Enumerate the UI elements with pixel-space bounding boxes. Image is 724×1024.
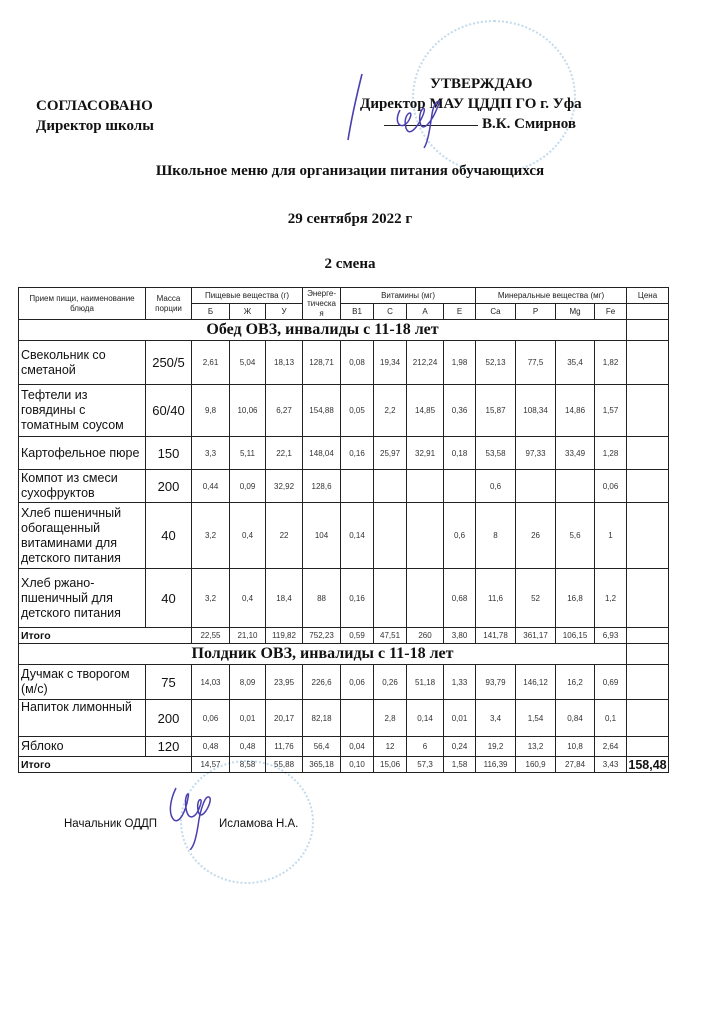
total-b: 22,55	[192, 628, 230, 644]
value-zh: 0,48	[230, 737, 266, 757]
value-ca: 8	[476, 503, 516, 569]
value-b1: 0,05	[341, 385, 374, 437]
value-ca: 19,2	[476, 737, 516, 757]
value-ca: 11,6	[476, 569, 516, 628]
value-b1	[341, 700, 374, 737]
total-a: 260	[407, 628, 444, 644]
value-zh: 0,4	[230, 503, 266, 569]
value-ca: 3,4	[476, 700, 516, 737]
menu-table	[18, 287, 669, 773]
value-fe: 0,06	[595, 470, 627, 503]
footer-name: Исламова Н.А.	[219, 818, 299, 830]
section-title: Обед ОВЗ, инвалиды с 11-18 лет	[19, 320, 627, 341]
total-row	[19, 757, 669, 773]
section-price-cell	[627, 644, 669, 665]
header-mg: Mg	[556, 304, 595, 320]
total-u: 119,82	[266, 628, 303, 644]
value-energy: 154,88	[303, 385, 341, 437]
total-label: Итого	[19, 628, 192, 644]
dish-name: Напиток лимонный	[19, 700, 146, 737]
header-energy: Энерге-тическа я	[303, 288, 341, 320]
value-mg: 14,86	[556, 385, 595, 437]
value-a: 212,24	[407, 341, 444, 385]
value-p: 26	[516, 503, 556, 569]
value-b: 3,3	[192, 437, 230, 470]
value-energy: 104	[303, 503, 341, 569]
header-a: A	[407, 304, 444, 320]
dish-mass: 75	[146, 665, 192, 700]
section-price-cell	[627, 320, 669, 341]
value-e: 0,68	[444, 569, 476, 628]
document-title: Школьное меню для организации питания обучающихся	[155, 163, 545, 179]
dish-mass: 250/5	[146, 341, 192, 385]
value-mg: 0,84	[556, 700, 595, 737]
dish-mass: 150	[146, 437, 192, 470]
total-zh: 8,58	[230, 757, 266, 773]
value-u: 6,27	[266, 385, 303, 437]
value-b1: 0,16	[341, 437, 374, 470]
value-energy: 128,6	[303, 470, 341, 503]
document-shift: 2 смена	[324, 256, 376, 272]
value-fe: 0,69	[595, 665, 627, 700]
value-b1: 0,16	[341, 569, 374, 628]
header-vitamins: Витамины (мг)	[341, 288, 476, 304]
value-a: 0,14	[407, 700, 444, 737]
dish-name: Хлеб ржано-пшеничный для детского питания	[19, 569, 146, 628]
value-fe: 1,57	[595, 385, 627, 437]
value-b: 0,48	[192, 737, 230, 757]
value-b1: 0,04	[341, 737, 374, 757]
total-mg: 106,15	[556, 628, 595, 644]
value-mg: 35,4	[556, 341, 595, 385]
header-fe: Fe	[595, 304, 627, 320]
value-b: 0,06	[192, 700, 230, 737]
value-e	[444, 470, 476, 503]
value-mg: 33,49	[556, 437, 595, 470]
value-a: 51,18	[407, 665, 444, 700]
value-u: 18,4	[266, 569, 303, 628]
value-p: 108,34	[516, 385, 556, 437]
value-b1: 0,14	[341, 503, 374, 569]
value-e: 0,6	[444, 503, 476, 569]
total-p: 361,17	[516, 628, 556, 644]
dish-name: Дучмак с творогом (м/с)	[19, 665, 146, 700]
dish-mass: 40	[146, 503, 192, 569]
value-c: 2,8	[374, 700, 407, 737]
value-fe: 2,64	[595, 737, 627, 757]
value-fe: 1,28	[595, 437, 627, 470]
section-title: Полдник ОВЗ, инвалиды с 11-18 лет	[19, 644, 627, 665]
value-fe: 1	[595, 503, 627, 569]
total-c: 15,06	[374, 757, 407, 773]
header-nutrients: Пищевые вещества (г)	[192, 288, 303, 304]
agreement-position: Директор школы	[36, 118, 154, 134]
table-row	[19, 437, 669, 470]
total-energy: 752,23	[303, 628, 341, 644]
header-ca: Ca	[476, 304, 516, 320]
value-energy: 148,04	[303, 437, 341, 470]
value-b: 3,2	[192, 503, 230, 569]
total-mg: 27,84	[556, 757, 595, 773]
approval-title: УТВЕРЖДАЮ	[430, 76, 533, 92]
value-c	[374, 503, 407, 569]
header-b1: B1	[341, 304, 374, 320]
value-zh: 0,01	[230, 700, 266, 737]
value-e: 0,36	[444, 385, 476, 437]
total-energy: 365,18	[303, 757, 341, 773]
value-a	[407, 470, 444, 503]
signature-line	[384, 125, 478, 126]
value-zh: 5,11	[230, 437, 266, 470]
value-b1	[341, 470, 374, 503]
chief-signature-icon	[160, 780, 220, 850]
total-row	[19, 628, 669, 644]
value-p: 1,54	[516, 700, 556, 737]
table-row	[19, 569, 669, 628]
header-price-empty	[627, 304, 669, 320]
value-fe: 0,1	[595, 700, 627, 737]
table-row	[19, 470, 669, 503]
price-cell	[627, 737, 669, 757]
value-fe: 1,82	[595, 341, 627, 385]
value-b: 9,8	[192, 385, 230, 437]
value-b: 3,2	[192, 569, 230, 628]
value-c	[374, 569, 407, 628]
total-b: 14,57	[192, 757, 230, 773]
total-a: 57,3	[407, 757, 444, 773]
header-row-1	[19, 288, 669, 304]
dish-name: Хлеб пшеничный обогащенный витаминами для детского питания	[19, 503, 146, 569]
dish-mass: 40	[146, 569, 192, 628]
value-p: 77,5	[516, 341, 556, 385]
value-b1: 0,08	[341, 341, 374, 385]
header-p: P	[516, 304, 556, 320]
value-zh: 8,09	[230, 665, 266, 700]
value-fe: 1,2	[595, 569, 627, 628]
total-zh: 21,10	[230, 628, 266, 644]
value-b: 14,03	[192, 665, 230, 700]
header-e: E	[444, 304, 476, 320]
value-energy: 56,4	[303, 737, 341, 757]
total-e: 1,58	[444, 757, 476, 773]
total-ca: 116,39	[476, 757, 516, 773]
value-p: 97,33	[516, 437, 556, 470]
price-cell	[627, 700, 669, 737]
header-mass: Масса порции	[146, 288, 192, 320]
value-c: 25,97	[374, 437, 407, 470]
value-a	[407, 503, 444, 569]
value-u: 18,13	[266, 341, 303, 385]
value-energy: 226,6	[303, 665, 341, 700]
value-c	[374, 470, 407, 503]
value-p: 13,2	[516, 737, 556, 757]
total-e: 3,80	[444, 628, 476, 644]
header-c: C	[374, 304, 407, 320]
value-c: 2,2	[374, 385, 407, 437]
dish-mass: 200	[146, 470, 192, 503]
total-b1: 0,10	[341, 757, 374, 773]
table-row	[19, 737, 669, 757]
price-cell	[627, 569, 669, 628]
dish-mass: 200	[146, 700, 192, 737]
approval-signer: В.К. Смирнов	[482, 116, 577, 132]
table-row	[19, 341, 669, 385]
dish-name: Свекольник со сметаной	[19, 341, 146, 385]
value-e: 1,33	[444, 665, 476, 700]
value-a: 6	[407, 737, 444, 757]
value-c: 12	[374, 737, 407, 757]
value-p: 52	[516, 569, 556, 628]
value-energy: 128,71	[303, 341, 341, 385]
value-energy: 88	[303, 569, 341, 628]
value-p	[516, 470, 556, 503]
value-e: 0,24	[444, 737, 476, 757]
total-c: 47,51	[374, 628, 407, 644]
value-b: 2,61	[192, 341, 230, 385]
table-row	[19, 700, 669, 737]
total-label: Итого	[19, 757, 192, 773]
value-u: 20,17	[266, 700, 303, 737]
value-mg: 5,6	[556, 503, 595, 569]
value-zh: 0,4	[230, 569, 266, 628]
dish-mass: 60/40	[146, 385, 192, 437]
total-price	[627, 628, 669, 644]
value-ca: 53,58	[476, 437, 516, 470]
dish-mass: 120	[146, 737, 192, 757]
section-row	[19, 320, 669, 341]
dish-name: Тефтели из говядины с томатным соусом	[19, 385, 146, 437]
total-fe: 6,93	[595, 628, 627, 644]
dish-name: Картофельное пюре	[19, 437, 146, 470]
value-zh: 5,04	[230, 341, 266, 385]
value-mg: 16,8	[556, 569, 595, 628]
value-c: 0,26	[374, 665, 407, 700]
price-cell	[627, 437, 669, 470]
price-cell	[627, 665, 669, 700]
value-ca: 0,6	[476, 470, 516, 503]
value-a: 14,85	[407, 385, 444, 437]
agreement-title: СОГЛАСОВАНО	[36, 98, 153, 114]
header-meal: Прием пищи, наименование блюда	[19, 288, 146, 320]
price-cell	[627, 503, 669, 569]
value-ca: 93,79	[476, 665, 516, 700]
price-cell	[627, 341, 669, 385]
total-price: 158,48	[628, 757, 667, 772]
approval-signer-line	[384, 116, 576, 133]
value-mg	[556, 470, 595, 503]
table-row	[19, 503, 669, 569]
dish-name: Компот из смеси сухофруктов	[19, 470, 146, 503]
price-cell	[627, 470, 669, 503]
footer-position: Начальник ОДДП	[64, 818, 158, 830]
value-c: 19,34	[374, 341, 407, 385]
value-u: 11,76	[266, 737, 303, 757]
value-u: 22	[266, 503, 303, 569]
value-e: 1,98	[444, 341, 476, 385]
total-p: 160,9	[516, 757, 556, 773]
header-zh: Ж	[230, 304, 266, 320]
total-u: 55,88	[266, 757, 303, 773]
document-date: 29 сентября 2022 г	[287, 211, 413, 227]
value-e: 0,18	[444, 437, 476, 470]
header-u: У	[266, 304, 303, 320]
value-e: 0,01	[444, 700, 476, 737]
value-zh: 0,09	[230, 470, 266, 503]
header-price: Цена	[627, 288, 669, 304]
approval-position: Директор МАУ ЦДДП ГО г. Уфа	[360, 96, 582, 112]
value-mg: 16,2	[556, 665, 595, 700]
total-fe: 3,43	[595, 757, 627, 773]
value-a	[407, 569, 444, 628]
header-b: Б	[192, 304, 230, 320]
dish-name: Яблоко	[19, 737, 146, 757]
value-ca: 52,13	[476, 341, 516, 385]
section-row	[19, 644, 669, 665]
total-ca: 141,78	[476, 628, 516, 644]
value-u: 23,95	[266, 665, 303, 700]
value-p: 146,12	[516, 665, 556, 700]
value-u: 22,1	[266, 437, 303, 470]
price-cell	[627, 385, 669, 437]
value-b1: 0,06	[341, 665, 374, 700]
value-energy: 82,18	[303, 700, 341, 737]
header-minerals: Минеральные вещества (мг)	[476, 288, 627, 304]
value-ca: 15,87	[476, 385, 516, 437]
value-mg: 10,8	[556, 737, 595, 757]
value-a: 32,91	[407, 437, 444, 470]
table-row	[19, 665, 669, 700]
value-b: 0,44	[192, 470, 230, 503]
value-u: 32,92	[266, 470, 303, 503]
table-row	[19, 385, 669, 437]
value-zh: 10,06	[230, 385, 266, 437]
total-b1: 0,59	[341, 628, 374, 644]
